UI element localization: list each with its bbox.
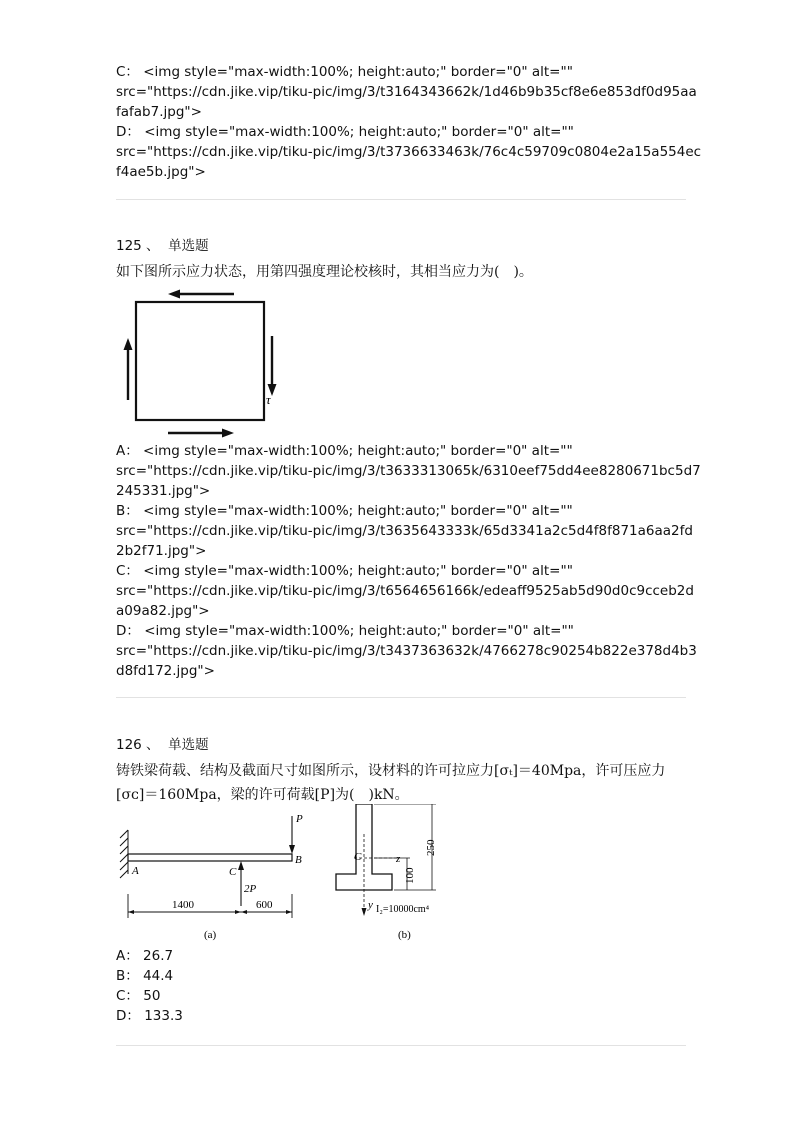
q125-option-d[interactable]: [116, 621, 697, 681]
q126-stem-line1: 铸铁梁荷载、结构及截面尺寸如图所示，设材料的许可拉应力[σₜ]＝40Mpa，许可压应力: [116, 763, 666, 779]
option-text: src="https://cdn.jike.vip/tiku-pic/img/3/t3437363632k/4766278c90254b822e378d4b3: [116, 643, 697, 659]
option-text: d8fd172.jpg">: [116, 663, 215, 679]
option-label: C：: [116, 64, 139, 80]
q124-option-c[interactable]: [116, 62, 697, 122]
option-text: <img style="max-width:100%; height:auto;" border="0" alt="": [143, 563, 573, 579]
label-2p: 2P: [244, 883, 257, 895]
label-z: z: [396, 853, 401, 865]
label-c: C: [229, 866, 237, 878]
option-text: src="https://cdn.jike.vip/tiku-pic/img/3/t6564656166k/edeaff9525ab5d90d0c9cceb2d: [116, 583, 694, 599]
question-divider: [116, 199, 686, 200]
label-y: y: [368, 899, 373, 911]
option-text: src="https://cdn.jike.vip/tiku-pic/img/3/t3736633463k/76c4c59709c0804e2a15a554ec: [116, 144, 702, 160]
question-type: 单选题: [168, 737, 209, 753]
shear-arrow-top: [168, 290, 234, 299]
option-label: B：: [116, 968, 139, 984]
question-type: 单选题: [168, 238, 209, 254]
shear-arrow-left: [124, 338, 133, 400]
q125-stem: 如下图所示应力状态，用第四强度理论校核时，其相当应力为( )。: [116, 264, 533, 280]
caption-b: (b): [398, 929, 411, 941]
label-iz: I₂=10000cm⁴: [376, 904, 430, 915]
shear-arrow-right: [268, 336, 277, 396]
option-text: 2b2f71.jpg">: [116, 543, 207, 559]
label-b: B: [295, 854, 302, 866]
option-text: <img style="max-width:100%; height:auto;" border="0" alt="": [144, 124, 574, 140]
q126-stem-line2: [σᴄ]＝160Mpa，梁的许可荷载[P]为( )kN。: [116, 787, 409, 803]
question-divider: [116, 697, 686, 698]
caption-a: (a): [204, 929, 217, 941]
option-value: 133.3: [144, 1008, 183, 1024]
question-number: 125 、: [116, 238, 160, 254]
option-text: src="https://cdn.jike.vip/tiku-pic/img/3/t3164343662k/1d46b9b35cf8e6e853df0d95aa: [116, 84, 697, 100]
fixed-wall: [120, 830, 128, 878]
option-label: C：: [116, 563, 139, 579]
option-label: A：: [116, 443, 139, 459]
q126-option-a[interactable]: [116, 946, 686, 966]
option-label: C：: [116, 988, 139, 1004]
option-value: 50: [143, 988, 161, 1004]
dim-600: 600: [256, 899, 273, 911]
option-text: <img style="max-width:100%; height:auto;" border="0" alt="": [144, 623, 574, 639]
label-p: P: [296, 813, 303, 825]
q126-options: [116, 946, 686, 1026]
option-text: <img style="max-width:100%; height:auto;" border="0" alt="": [143, 443, 573, 459]
q124-options: [116, 62, 702, 182]
dim-250: 250: [425, 839, 437, 856]
option-text: f4ae5b.jpg">: [116, 164, 206, 180]
stress-element-square: [136, 302, 264, 420]
option-text: fafab7.jpg">: [116, 104, 202, 120]
option-text: <img style="max-width:100%; height:auto;" border="0" alt="": [143, 503, 573, 519]
load-arrow-p: [289, 816, 295, 854]
q125-option-c[interactable]: [116, 561, 694, 621]
label-c2: C: [354, 851, 362, 863]
option-text: src="https://cdn.jike.vip/tiku-pic/img/3/t3635643333k/65d3341a2c5d4f8f871a6aa2fd: [116, 523, 693, 539]
option-text: src="https://cdn.jike.vip/tiku-pic/img/3/t3633313065k/6310eef75dd4ee8280671bc5d7: [116, 463, 701, 479]
label-a: A: [132, 865, 139, 877]
question-divider: [116, 1045, 686, 1046]
option-label: B：: [116, 503, 139, 519]
q126-option-b[interactable]: [116, 966, 686, 986]
shear-arrow-bottom: [168, 429, 234, 438]
q126-header: [116, 735, 209, 755]
q126-section-figure: [332, 804, 462, 946]
option-text: a09a82.jpg">: [116, 603, 210, 619]
q126-beam-figure: [116, 808, 316, 942]
option-value: 26.7: [143, 948, 174, 964]
question-number: 126 、: [116, 737, 160, 753]
dim-1400: 1400: [172, 899, 194, 911]
option-value: 44.4: [143, 968, 174, 984]
option-text: 245331.jpg">: [116, 483, 211, 499]
q125-stress-figure: [116, 288, 286, 440]
option-label: A：: [116, 948, 139, 964]
q125-options: [116, 441, 701, 681]
option-label: D：: [116, 623, 140, 639]
tau-label: τ: [266, 392, 271, 407]
q125-option-b[interactable]: [116, 501, 693, 561]
option-label: D：: [116, 124, 140, 140]
q125-header: [116, 236, 209, 256]
q125-option-a[interactable]: [116, 441, 701, 501]
beam: [128, 854, 292, 861]
q124-option-d[interactable]: [116, 122, 702, 182]
option-label: D：: [116, 1008, 140, 1024]
option-text: <img style="max-width:100%; height:auto;" border="0" alt="": [143, 64, 573, 80]
dim-100: 100: [404, 867, 416, 884]
q126-option-c[interactable]: [116, 986, 686, 1006]
q126-option-d[interactable]: [116, 1006, 686, 1026]
